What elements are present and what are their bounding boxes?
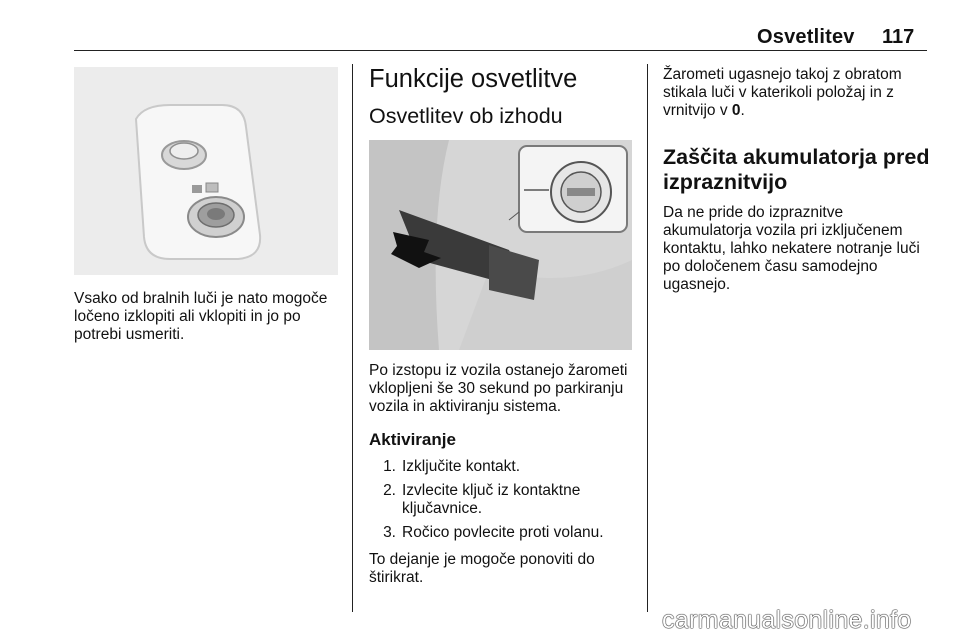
section-heading: Funkcije osvetlitve — [369, 65, 578, 93]
step-text: Izvlecite ključ iz kontaktne ključavnice. — [402, 482, 581, 517]
exit-lighting-illustration — [369, 140, 632, 350]
step-number: 2. — [383, 482, 396, 499]
headlights-off-text: Žarometi ugasnejo takoj z obratom stikala luči v katerikoli položaj in z vrnitvijo v — [663, 66, 902, 119]
list-item — [369, 482, 639, 518]
step-number: 3. — [383, 524, 396, 541]
repeat-note: To dejanje je mogoče ponoviti do štirikrat. — [369, 551, 595, 586]
header-divider — [74, 50, 927, 51]
page-number: 117 — [882, 26, 915, 48]
headlights-off-period: . — [740, 102, 745, 119]
headlights-off-paragraph — [663, 66, 933, 120]
list-item — [369, 458, 639, 476]
page-header-title: Osvetlitev — [757, 26, 855, 48]
reading-light-drawing — [74, 67, 338, 275]
battery-protection-paragraph: Da ne pride do izpraznitve akumulatorja vozila pri izključenem kontaktu, lahko nekatere notranje luči po določenem času samodejno ugasnejo. — [663, 204, 920, 293]
position-zero-symbol: 0 — [731, 102, 741, 119]
column-divider-right — [647, 64, 648, 612]
stalk-drawing — [369, 140, 632, 350]
step-text: Ročico povlecite proti volanu. — [402, 524, 604, 541]
activation-heading: Aktiviranje — [369, 430, 456, 449]
exit-lighting-paragraph: Po izstopu iz vozila ostanejo žarometi vklopljeni še 30 sekund po parkiranju vozila in aktiviranju sistema. — [369, 362, 628, 415]
reading-light-illustration — [74, 67, 338, 275]
watermark: carmanualsonline.info — [662, 606, 912, 634]
step-number: 1. — [383, 458, 396, 475]
step-text: Izključite kontakt. — [402, 458, 521, 475]
column-divider-left — [352, 64, 353, 612]
subsection-heading: Osvetlitev ob izhodu — [369, 104, 563, 128]
reading-light-paragraph: Vsako od bralnih luči je nato mogoče ločeno izklopiti ali vklopiti in jo po potrebi usmeriti. — [74, 290, 328, 343]
activation-steps — [369, 458, 639, 548]
list-item — [369, 524, 639, 542]
battery-protection-heading: Zaščita akumulatorja pred izpraznitvijo — [663, 145, 930, 194]
